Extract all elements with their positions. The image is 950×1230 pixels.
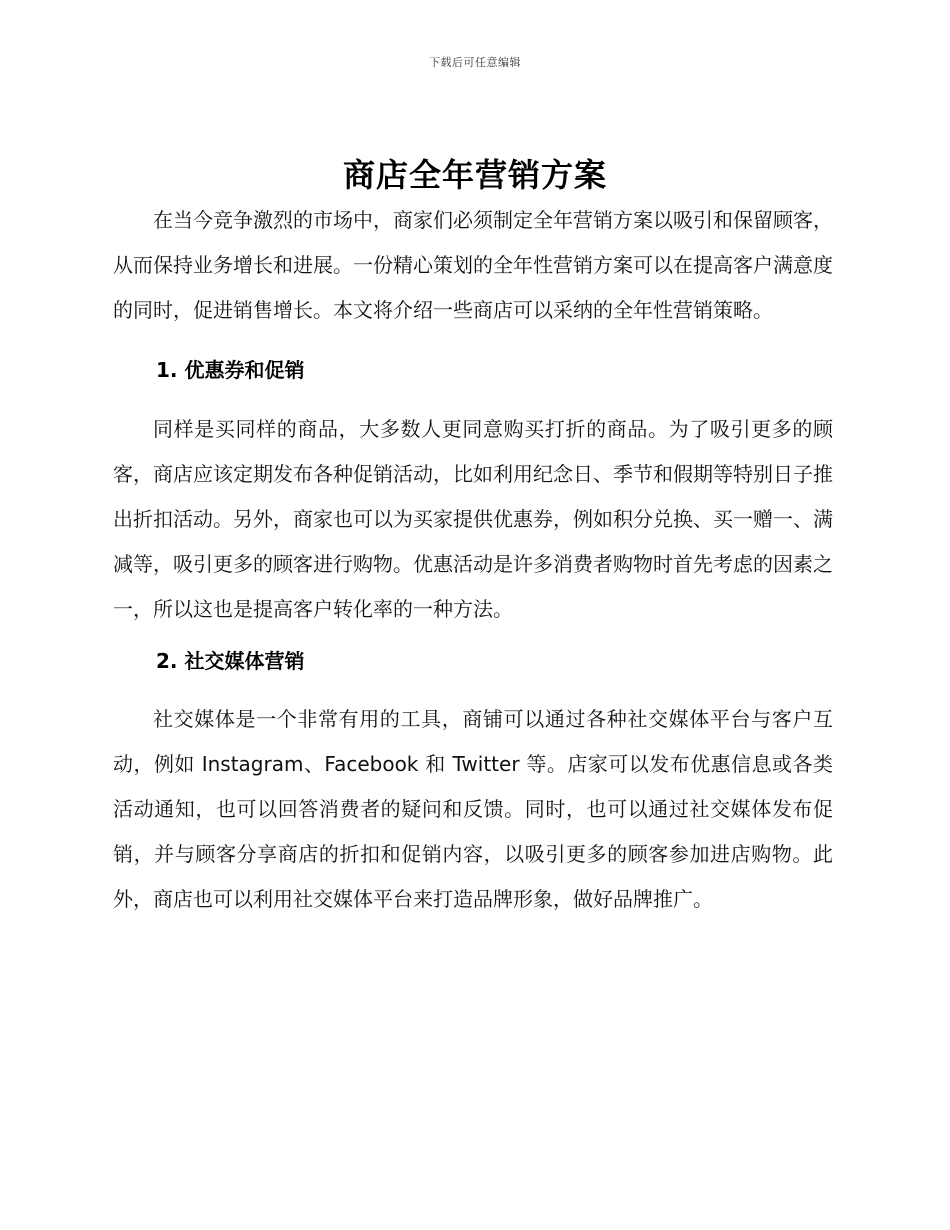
section-paragraph-coupons: 同样是买同样的商品，大多数人更同意购买打折的商品。为了吸引更多的顾客，商店应该定期发布各种促销活动，比如利用纪念日、季节和假期等特别日子推出折扣活动。另外，商家也可以为买家提供优惠券，例如积分兑换、买一赠一、满减等，吸引更多的顾客进行购物。优惠活动是许多消费者购物时首先考虑的因素之一，所以这也是提高客户转化率的一种方法。 (113, 417, 833, 621)
document-body (113, 198, 833, 922)
intro-paragraph: 在当今竞争激烈的市场中，商家们必须制定全年营销方案以吸引和保留顾客，从而保持业务增长和进展。一份精心策划的全年性营销方案可以在提高客户满意度的同时，促进销售增长。本文将介绍一些商店可以采纳的全年性营销策略。 (113, 208, 833, 322)
section-heading-social-media: 2. 社交媒体营销 (156, 649, 305, 673)
section-heading-coupons: 1. 优惠券和促销 (156, 358, 305, 382)
document-title: 商店全年营销方案 (342, 156, 607, 194)
header-note: 下载后可任意编辑 (429, 56, 521, 69)
section-paragraph-social-media: 社交媒体是一个非常有用的工具，商铺可以通过各种社交媒体平台与客户互动，例如 Instagram、Facebook 和 Twitter 等。店家可以发布优惠信息或各类活动通知，也可以回答消费者的疑问和反馈。同时，也可以通过社交媒体发布促销，并与顾客分享商店的折扣和促销内容，以吸引更多的顾客参加进店购物。此外，商店也可以利用社交媒体平台来打造品牌形象，做好品牌推广。 (113, 707, 833, 911)
